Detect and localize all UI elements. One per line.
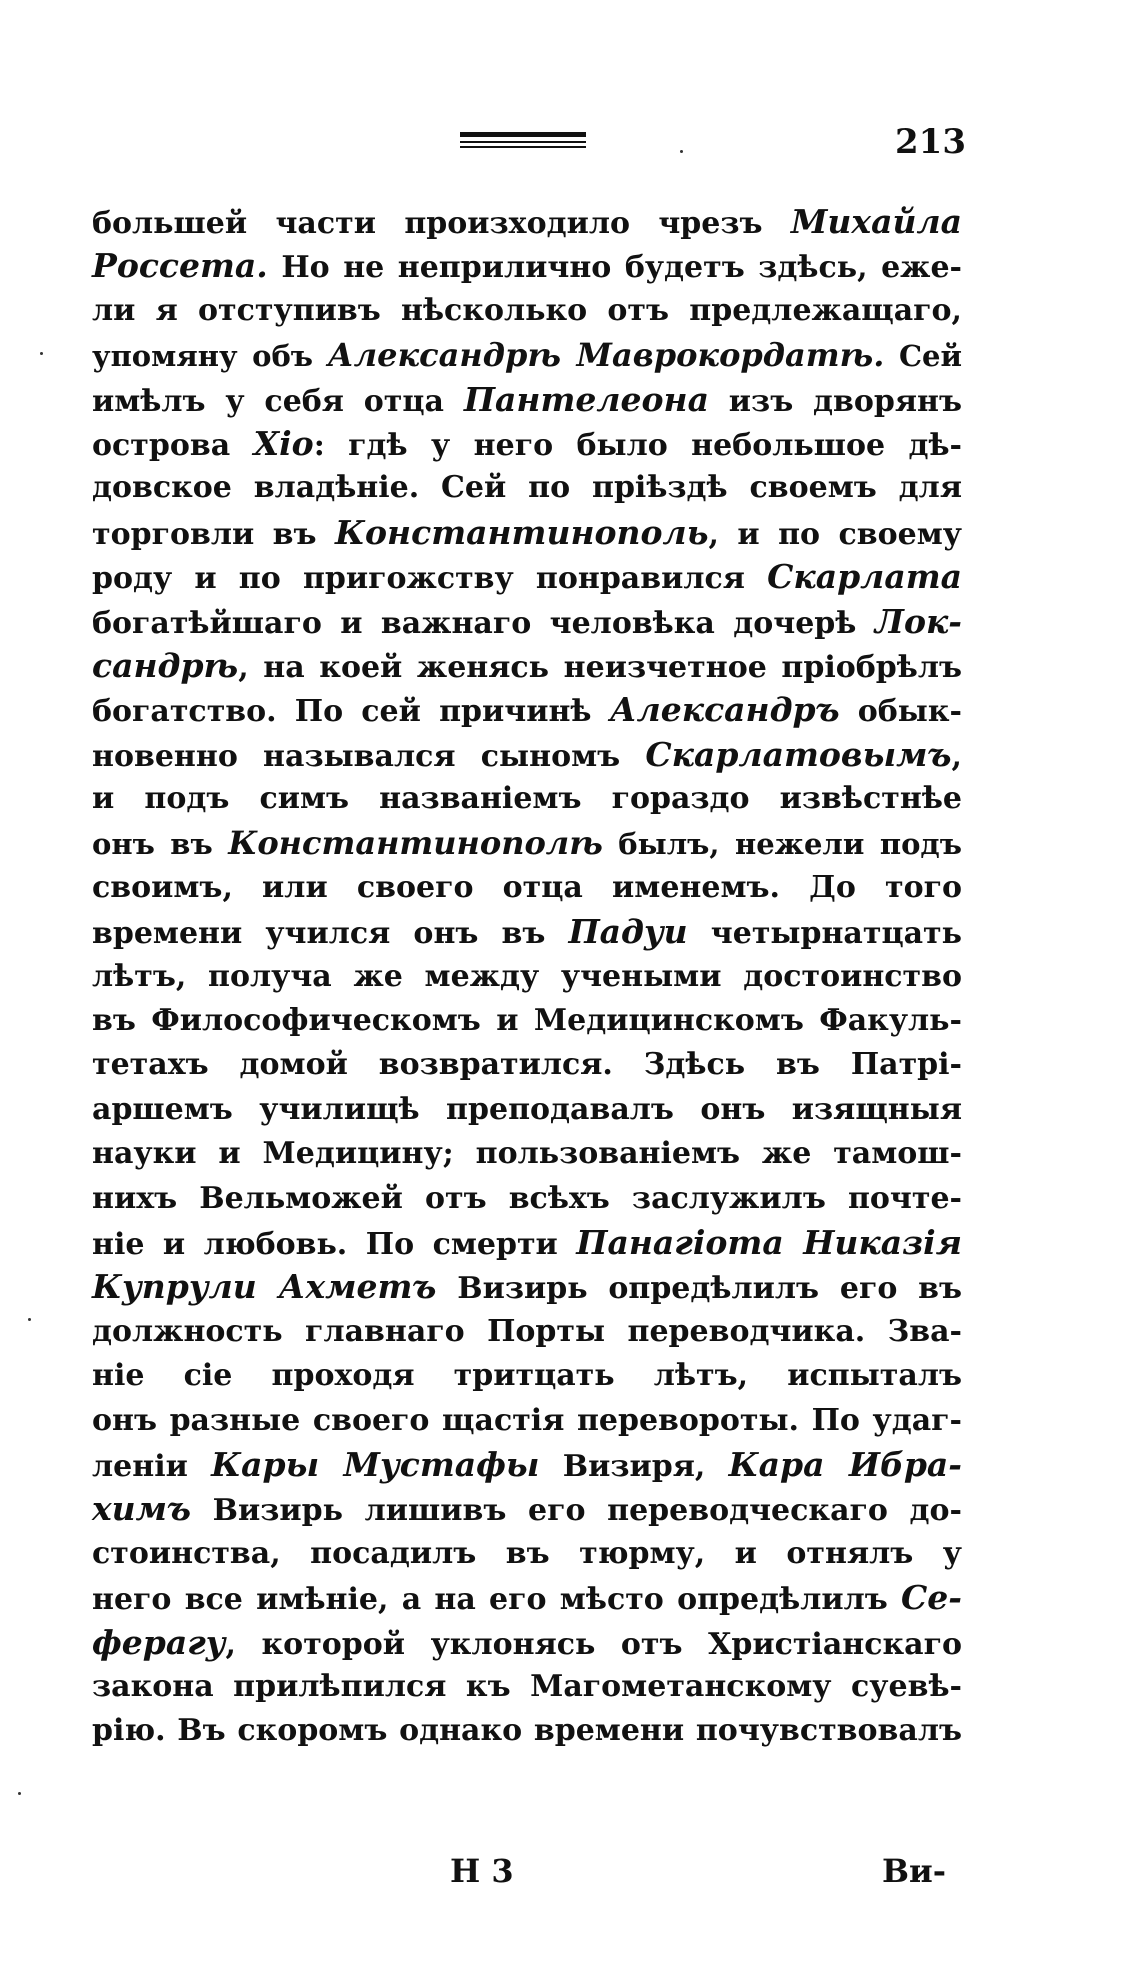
text-line [92,910,962,954]
text-run: , которой уклонясь отъ Христіанскаго [225,1626,962,1662]
text-run: рію. Въ скоромъ однако времени почувствовалъ [92,1713,962,1749]
text-run: упомяну объ [92,339,328,374]
proper-name: Хіо [253,423,314,463]
proper-name: Лок- [874,601,962,641]
text-run: въ Философическомъ и Медицинскомъ Факуль- [92,1003,962,1039]
text-run: обык- [839,694,962,730]
text-run: большей части произходило чрезъ [92,206,791,241]
text-line [92,333,962,377]
text-line [92,1621,962,1665]
page-number: 213 [895,122,966,162]
proper-name: Александрѣ Маврокордатѣ. [327,336,885,375]
text-run: , и по своему [708,516,963,552]
text-run: времени учился онъ въ [92,916,569,952]
text-line [92,289,962,333]
proper-name: Падуи [568,912,688,952]
text-line [92,1265,962,1309]
text-line [92,733,962,777]
text-line [92,600,962,644]
text-run: аршемъ училищѣ преподавалъ онъ изящныя [92,1091,962,1127]
text-run: роду и по пригожству понравился [92,561,768,597]
text-run: него все имѣніе, а на его мѣсто опредѣлилъ [92,1582,902,1618]
text-line [92,999,962,1043]
text-line [92,866,962,910]
text-run: богатство. По сей причинѣ [92,694,610,730]
text-line [92,1665,962,1709]
text-line [92,777,962,821]
text-run: Визирь лишивъ его переводческаго до- [191,1493,962,1529]
text-run: ніе и любовь. По смерти [92,1226,577,1262]
proper-name: Михайла [790,202,962,241]
text-run: нихъ Вельможей отъ всѣхъ заслужилъ почте- [92,1180,962,1216]
text-run: Визиря, [539,1448,729,1484]
catchword: Ви- [882,1852,947,1890]
print-speck [680,150,683,153]
text-line [92,1043,962,1087]
text-run: науки и Медицину; пользованіемъ же тамош- [92,1136,962,1172]
text-line [92,1177,962,1221]
text-line [92,1576,962,1620]
text-line [92,244,962,288]
text-run: онъ въ [92,827,229,862]
proper-name: Купрули Ахметъ [92,1267,437,1307]
proper-name: Пантелеона [463,379,709,419]
text-line [92,555,962,599]
proper-name: Скарлата [767,557,962,597]
text-run: Сей [884,339,962,374]
proper-name: ферагу [92,1622,226,1662]
text-line [92,466,962,510]
text-run: острова [92,427,254,463]
text-line [92,1709,962,1753]
proper-name: Константинополь [335,512,709,552]
text-run: тетахъ домой возвратился. Здѣсь въ Патрі- [92,1047,962,1083]
text-line [92,422,962,466]
print-speck [40,352,43,355]
text-line [92,821,962,865]
print-speck [18,1792,21,1795]
text-run: новенно назывался сыномъ [92,738,646,774]
text-run: изъ дворянъ [708,383,962,419]
text-run: и подъ симъ названіемъ гораздо извѣстнѣе [92,781,962,817]
text-run: четырнатцать [687,916,962,952]
text-line [92,1532,962,1576]
text-run: должность главнаго Порты переводчика. Зва- [92,1313,962,1349]
proper-name: сандрѣ [92,645,239,685]
text-line [92,955,962,999]
proper-name: Александръ [609,690,840,730]
text-run: богатѣйшаго и важнаго человѣка дочерѣ [92,605,875,641]
proper-name: Константинополѣ [228,824,603,863]
text-line [92,200,962,244]
text-run: ли я отступивъ нѣсколько отъ предлежащаго, [92,292,962,328]
text-line [92,1487,962,1531]
text-run: торговли въ [92,516,336,552]
text-run: Но не неприлично будетъ здѣсь, еже- [267,250,962,286]
text-run: довское владѣніе. Сей по пріѣздѣ своемъ для [92,470,962,506]
signature-mark: Н 3 [450,1852,514,1890]
text-line [92,688,962,732]
proper-name: Кара Ибра- [728,1444,962,1484]
print-speck [28,1318,31,1321]
text-run: лѣтъ, получа же между учеными достоинство [92,958,962,994]
proper-name: Скарлатовымъ [645,734,952,774]
proper-name: Се- [901,1578,962,1618]
header-rule [460,132,586,148]
proper-name: Кары Мустафы [211,1444,540,1484]
text-run: закона прилѣпился къ Магометанскому суевѣ- [92,1668,962,1704]
text-run: имѣлъ у себя отца [92,383,464,419]
text-line [92,644,962,688]
text-run: ніе сіе проходя тритцать лѣтъ, испыталъ [92,1358,962,1394]
proper-name: Россета. [92,246,268,286]
text-run: леніи [92,1448,212,1484]
text-line [92,511,962,555]
text-run: Визирь опредѣлилъ его въ [436,1271,963,1307]
text-line [92,1443,962,1487]
text-run: : гдѣ у него было небольшое дѣ- [313,427,962,463]
text-line [92,1354,962,1398]
text-run: своимъ, или своего отца именемъ. До того [92,869,962,905]
text-line [92,1310,962,1354]
text-run: , [951,738,962,774]
text-line [92,1399,962,1443]
text-line [92,1132,962,1176]
proper-name: Панагіота Никазія [576,1222,962,1262]
text-line [92,1088,962,1132]
text-line [92,1221,962,1265]
proper-name: химъ [92,1489,192,1529]
body-text [92,200,962,1754]
text-line [92,378,962,422]
text-run: , на коей женясь неизчетное пріобрѣлъ [238,649,962,685]
text-run: стоинства, посадилъ въ тюрму, и отнялъ у [92,1535,962,1571]
text-run: былъ, нежели подъ [602,827,962,862]
text-run: онъ разные своего щастія перевороты. По удаг- [92,1402,962,1438]
